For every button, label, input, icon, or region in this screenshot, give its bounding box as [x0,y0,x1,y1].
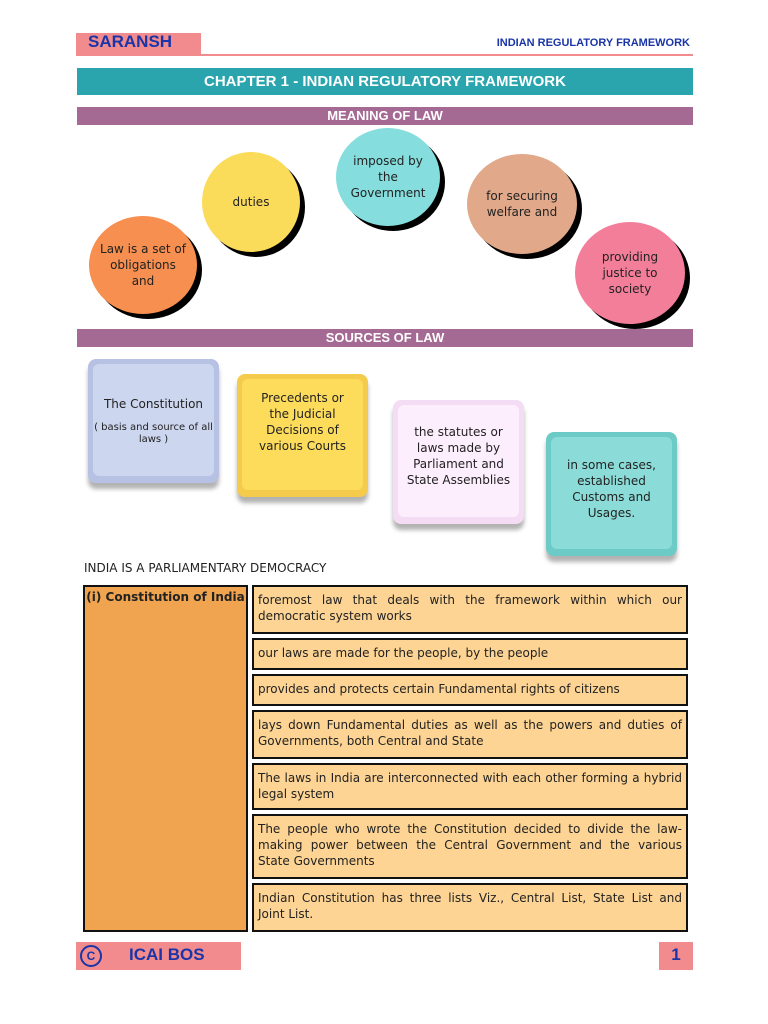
meaning-circle [336,128,440,226]
source-card [546,432,677,556]
constitution-label-cell [83,585,248,932]
meaning-circle-text: for securing welfare and [486,189,558,219]
source-card [88,359,219,483]
card-face [93,364,214,476]
meaning-circle-text: providing justice to society [601,250,659,296]
constitution-label: (i) Constitution of India [86,590,245,604]
running-header: INDIAN REGULATORY FRAMEWORK [496,37,690,49]
meaning-circle-text: Law is a set of obligations and [100,242,186,288]
sources-heading: SOURCES OF LAW [77,329,693,347]
source-card-note: ( basis and source of all laws ) [94,422,213,445]
header-divider [76,54,693,56]
meaning-circle [467,154,577,254]
brand-title: SARANSH [88,32,173,51]
meaning-circle [575,222,685,324]
meaning-circle [202,152,300,252]
meaning-circle-text: imposed by the Government [350,154,426,200]
constitution-row: lays down Fundamental duties as well as the powers and duties of Governments, both Central and State [252,710,688,759]
footer-org: ICAI BOS [129,945,205,964]
constitution-row: our laws are made for the people, by the people [252,638,688,670]
constitution-row: foremost law that deals with the framework within which our democratic system works [252,585,688,634]
source-card [237,374,368,497]
source-card-title: the statutes or laws made by Parliament and State Assemblies [406,425,511,487]
source-card [393,400,524,524]
page-number: 1 [659,942,693,970]
source-card-title: Precedents or the Judicial Decisions of various Courts [259,390,346,453]
constitution-row: The people who wrote the Constitution decided to divide the law-making power between the Central Government and the various State Governments [252,814,688,879]
source-card-title: in some cases, established Customs and Usages. [567,458,656,520]
meaning-heading: MEANING OF LAW [77,107,693,125]
source-card-title: The Constitution [103,397,204,411]
constitution-row: The laws in India are interconnected with each other forming a hybrid legal system [252,763,688,810]
democracy-heading: INDIA IS A PARLIAMENTARY DEMOCRACY [84,561,327,575]
chapter-title: CHAPTER 1 - INDIAN REGULATORY FRAMEWORK [77,68,693,95]
meaning-circle [89,216,197,314]
copyright-icon: C [80,945,102,967]
constitution-row: provides and protects certain Fundamental rights of citizens [252,674,688,706]
meaning-circle-text: duties [232,195,270,209]
constitution-row: Indian Constitution has three lists Viz., Central List, State List and Joint List. [252,883,688,932]
